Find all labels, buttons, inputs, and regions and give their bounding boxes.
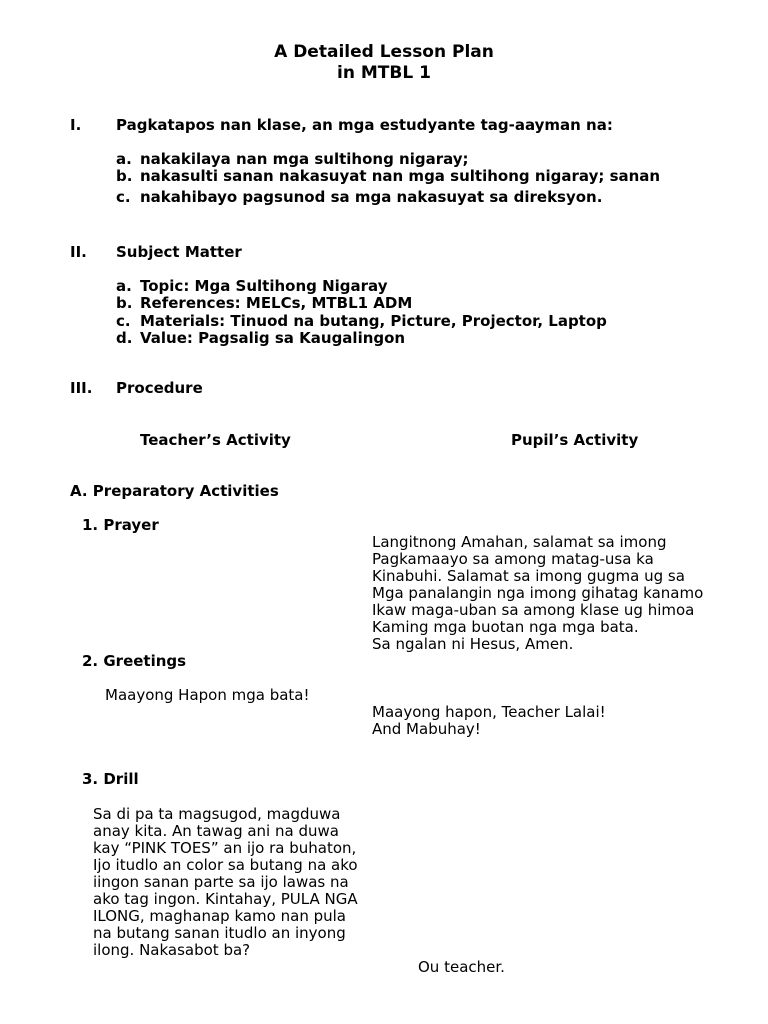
objective-letter: b.	[116, 167, 133, 185]
drill-line: ilong. Nakasabot ba?	[93, 941, 251, 959]
objective-text: nakakilaya nan mga sultihong nigaray;	[140, 150, 469, 168]
prayer-line: Mga panalangin nga imong gihatag kanamo	[372, 584, 704, 602]
subject-letter: a.	[116, 277, 132, 295]
drill-line: anay kita. An tawag ani na duwa	[93, 822, 339, 840]
drill-line: Ijo itudlo an color sa butang na ako	[93, 856, 358, 874]
subject-item	[116, 295, 412, 312]
objectives-heading: Pagkatapos nan klase, an mga estudyante tag-aayman na:	[116, 116, 613, 134]
prayer-line: Sa ngalan ni Hesus, Amen.	[372, 635, 574, 653]
subject-text: Topic: Mga Sultihong Nigaray	[140, 277, 388, 295]
section-numeral-subject: II.	[70, 243, 87, 261]
drill-pupil-text: Ou teacher.	[418, 958, 505, 976]
objective-text: nakahibayo pagsunod sa mga nakasuyat sa direksyon.	[140, 188, 603, 206]
subject-text: References: MELCs, MTBL1 ADM	[140, 294, 413, 312]
greetings-label: 2. Greetings	[82, 652, 187, 670]
subject-letter: d.	[116, 329, 133, 347]
drill-line: na butang sanan itudlo an inyong	[93, 924, 346, 942]
objective-letter: a.	[116, 150, 132, 168]
section-numeral-procedure: III.	[70, 379, 93, 397]
subject-text: Value: Pagsalig sa Kaugalingon	[140, 329, 406, 347]
drill-line: Sa di pa ta magsugod, magduwa	[93, 805, 341, 823]
objective-letter: c.	[116, 188, 131, 206]
greetings-pupil-line: And Mabuhay!	[372, 720, 481, 738]
teacher-activity-column-heading: Teacher’s Activity	[140, 431, 291, 449]
procedure-heading: Procedure	[116, 379, 203, 397]
subject-letter: b.	[116, 294, 133, 312]
drill-line: ako tag ingon. Kintahay, PULA NGA	[93, 890, 358, 908]
objective-item	[116, 168, 660, 185]
document-title-line1: A Detailed Lesson Plan	[274, 42, 494, 62]
prayer-line: Pagkamaayo sa among matag-usa ka	[372, 550, 654, 568]
subject-item	[116, 313, 607, 330]
prayer-line: Kaming mga buotan nga mga bata.	[372, 618, 639, 636]
subject-item	[116, 330, 405, 347]
objective-item	[116, 189, 602, 206]
drill-line: kay “PINK TOES” an ijo ra buhaton,	[93, 839, 357, 857]
document-title-line2: in MTBL 1	[337, 63, 431, 83]
objective-text: nakasulti sanan nakasuyat nan mga sultihong nigaray; sanan	[140, 167, 661, 185]
drill-line: iingon sanan parte sa ijo lawas na	[93, 873, 349, 891]
greetings-pupil-text	[372, 704, 606, 738]
prayer-label: 1. Prayer	[82, 516, 159, 534]
drill-label: 3. Drill	[82, 770, 139, 788]
objective-item	[116, 151, 469, 168]
subject-letter: c.	[116, 312, 131, 330]
prayer-pupil-text	[372, 534, 703, 653]
drill-line: ILONG, maghanap kamo nan pula	[93, 907, 346, 925]
section-numeral-objectives: I.	[70, 116, 82, 134]
greetings-teacher-text: Maayong Hapon mga bata!	[105, 686, 310, 704]
subject-matter-heading: Subject Matter	[116, 243, 242, 261]
subject-text: Materials: Tinuod na butang, Picture, Projector, Laptop	[140, 312, 607, 330]
greetings-pupil-line: Maayong hapon, Teacher Lalai!	[372, 703, 606, 721]
subject-item	[116, 278, 388, 295]
prayer-line: Ikaw maga-uban sa among klase ug himoa	[372, 601, 695, 619]
pupil-activity-column-heading: Pupil’s Activity	[511, 431, 639, 449]
preparatory-activities-heading: A. Preparatory Activities	[70, 482, 279, 500]
prayer-line: Kinabuhi. Salamat sa imong gugma ug sa	[372, 567, 685, 585]
prayer-line: Langitnong Amahan, salamat sa imong	[372, 533, 667, 551]
drill-teacher-text	[93, 806, 358, 959]
